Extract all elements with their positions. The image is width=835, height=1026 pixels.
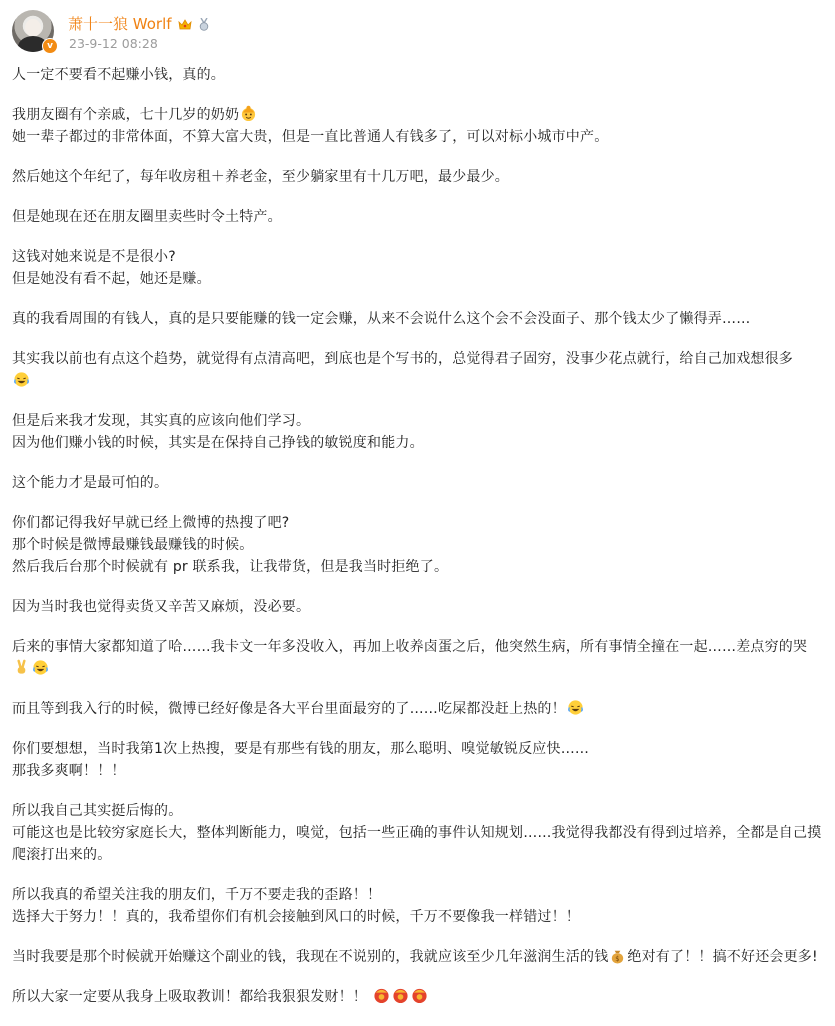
post-body xyxy=(12,64,824,1026)
text-line xyxy=(12,636,824,680)
paragraph xyxy=(12,64,824,86)
paragraph xyxy=(12,698,824,720)
text-line-segment: 当时我要是那个时候就开始赚这个副业的钱，我现在不说别的，我就应该至少几年滋润生活的钱 xyxy=(12,949,609,965)
text-line-segment: 而且等到我入行的时候，微博已经好像是各大平台里面最穷的了……吃屎都没赶上热的！ xyxy=(12,701,566,717)
text-line: 然后她这个年纪了，每年收房租＋养老金，至少躺家里有十几万吧，最少最少。 xyxy=(12,169,509,185)
text-line: 所以我自己其实挺后悔的。 xyxy=(12,803,183,819)
money-bag-emoji-icon xyxy=(609,947,626,964)
paragraph xyxy=(12,166,824,188)
paragraph xyxy=(12,246,824,290)
text-line xyxy=(12,946,824,968)
text-line: 人一定不要看不起赚小钱，真的。 xyxy=(12,67,225,83)
verified-badge-icon: v xyxy=(42,38,58,54)
username-text: 萧十一狼 Worlf xyxy=(68,15,172,33)
text-line-segment: 所以大家一定要从我身上吸取教训！都给我狠狠发财！！ xyxy=(12,989,367,1005)
text-line: 所以我真的希望关注我的朋友们，千万不要走我的歪路！！ xyxy=(12,887,382,903)
text-line xyxy=(12,348,824,392)
paragraph xyxy=(12,596,824,618)
paragraph xyxy=(12,946,824,968)
paragraph xyxy=(12,308,824,330)
fortune-emoji-icon xyxy=(373,987,390,1004)
username[interactable] xyxy=(68,13,210,34)
text-line xyxy=(12,104,824,126)
text-line: 选择大于努力！！真的，我希望你们有机会接触到风口的时候，千万不要像我一样错过！！ xyxy=(12,909,580,925)
text-line: 你们都记得我好早就已经上微博的热搜了吧? xyxy=(12,515,290,531)
text-line: 但是后来我才发现，其实真的应该向他们学习。 xyxy=(12,413,311,429)
laugh-cry-emoji-icon xyxy=(32,659,49,676)
fortune-emoji-icon xyxy=(411,987,428,1004)
text-line: 但是她现在还在朋友圈里卖些时令土特产。 xyxy=(12,209,282,225)
text-line xyxy=(12,986,824,1008)
text-line: 她一辈子都过的非常体面，不算大富大贵，但是一直比普通人有钱多了，可以对标小城市中产。 xyxy=(12,129,609,145)
text-line-segment: 绝对有了！！搞不好还会更多! xyxy=(627,949,818,965)
text-line: 这个能力才是最可怕的。 xyxy=(12,475,169,491)
paragraph xyxy=(12,206,824,228)
text-line: 真的我看周围的有钱人，真的是只要能赚的钱一定会赚，从来不会说什么这个会不会没面子、那个钱太少了懒得弄…… xyxy=(12,311,751,327)
post-header xyxy=(12,8,812,54)
fortune-emoji-icon xyxy=(392,987,409,1004)
text-line: 那我多爽啊！！！ xyxy=(12,763,126,779)
paragraph xyxy=(12,738,824,782)
avatar-face xyxy=(25,19,41,37)
text-line: 可能这也是比较穷家庭长大，整体判断能力，嗅觉，包括一些正确的事件认知规划……我觉得我都没有得到过培养，全都是自己摸爬滚打出来的。 xyxy=(12,825,822,863)
paragraph xyxy=(12,348,824,392)
text-line: 但是她没有看不起，她还是赚。 xyxy=(12,271,211,287)
svg-text:$: $ xyxy=(615,955,621,964)
paragraph xyxy=(12,104,824,148)
text-line: 因为他们赚小钱的时候，其实是在保持自己挣钱的敏锐度和能力。 xyxy=(12,435,424,451)
paragraph xyxy=(12,636,824,680)
crown-icon xyxy=(178,18,192,31)
medal-icon xyxy=(198,18,210,31)
text-line: 然后我后台那个时候就有 pr 联系我，让我带货，但是我当时拒绝了。 xyxy=(12,559,449,575)
paragraph xyxy=(12,800,824,866)
paragraph xyxy=(12,986,824,1008)
post-timestamp: 23-9-12 08:28 xyxy=(69,36,158,51)
text-line-segment: 后来的事情大家都知道了哈……我卡文一年多没收入，再加上收养卤蛋之后，他突然生病，所有事情全撞在一起……差点穷的哭 xyxy=(12,639,808,655)
text-line-segment: 其实我以前也有点这个趋势，就觉得有点清高吧，到底也是个写书的，总觉得君子固穷，没事少花点就行，给自己加戏想很多 xyxy=(12,351,793,367)
text-line xyxy=(12,698,824,720)
text-line: 这钱对她来说是不是很小? xyxy=(12,249,176,265)
paragraph xyxy=(12,512,824,578)
laugh-cry-emoji-icon xyxy=(567,699,584,716)
victory-hand-emoji-icon xyxy=(13,659,30,676)
laugh-cry-emoji-icon xyxy=(13,371,30,388)
text-line-segment: 我朋友圈有个亲戚，七十几岁的奶奶 xyxy=(12,107,240,123)
paragraph xyxy=(12,472,824,494)
grandma-emoji-icon xyxy=(240,105,257,122)
paragraph xyxy=(12,410,824,454)
text-line: 那个时候是微博最赚钱最赚钱的时候。 xyxy=(12,537,254,553)
text-line: 因为当时我也觉得卖货又辛苦又麻烦，没必要。 xyxy=(12,599,311,615)
text-line: 你们要想想，当时我第1次上热搜，要是有那些有钱的朋友，那么聪明、嗅觉敏锐反应快…… xyxy=(12,741,590,757)
paragraph xyxy=(12,884,824,928)
